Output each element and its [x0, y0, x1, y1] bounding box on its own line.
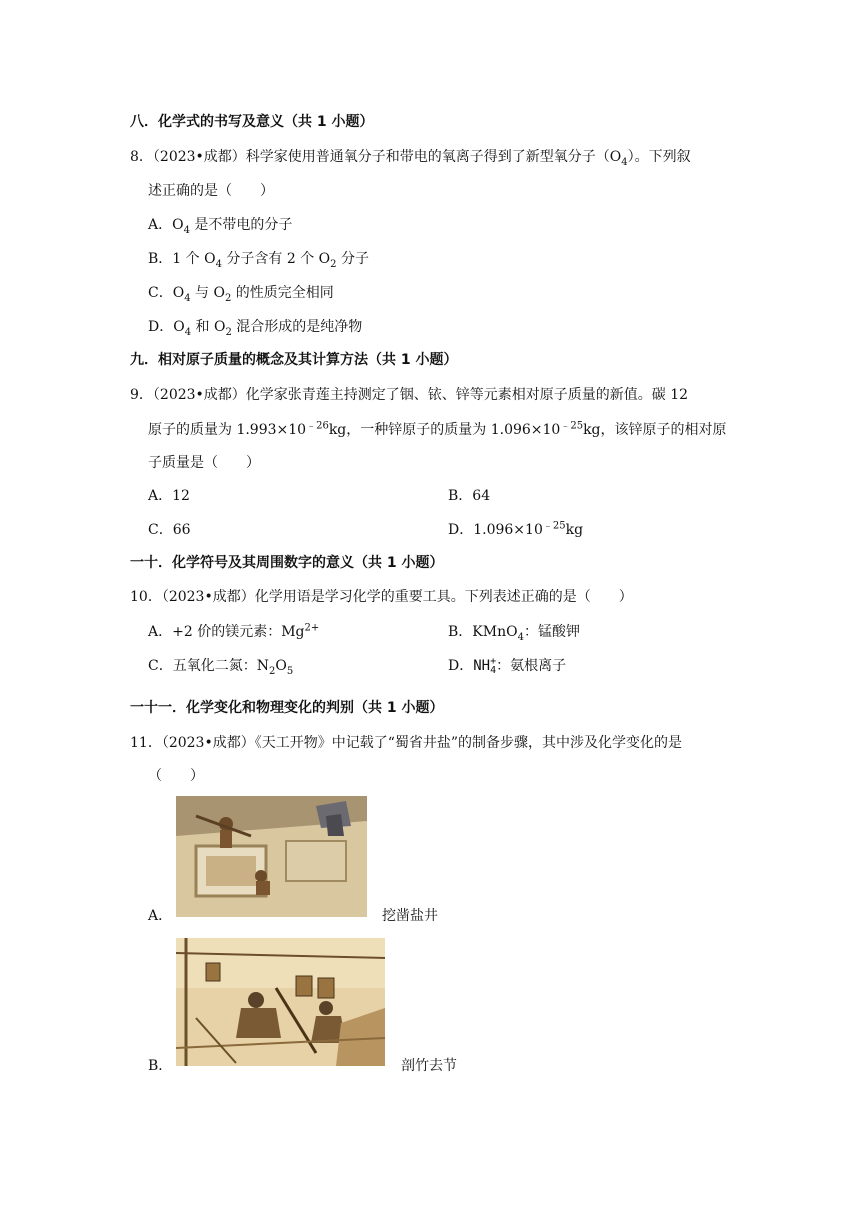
ammonium-formula: NH + 4: [473, 656, 497, 676]
q9-option-c[interactable]: C．66: [148, 522, 191, 538]
section-heading-10: 一十．化学符号及其周围数字的意义（共 1 小题）: [130, 555, 444, 571]
q8-option-a[interactable]: A．$O_4$ 是不带电的分子: [148, 217, 293, 236]
bamboo-splitting-image[interactable]: [176, 938, 385, 1066]
q8-option-c[interactable]: C．$O_4$ 与 $O_2$ 的性质完全相同: [148, 285, 334, 304]
q8-option-d[interactable]: D．$O_4$ 和 $O_2$ 混合形成的是纯净物: [148, 319, 363, 338]
q10-option-c[interactable]: C．五氧化二氮：$N_2O_5$: [148, 658, 294, 677]
question-11-stem: 11．（2023•成都）《天工开物》中记载了“蜀省井盐”的制备步骤，其中涉及化学变化的是: [130, 735, 683, 751]
question-8-stem: 8．（2023•成都）科学家使用普通氧分子和带电的氧离子得到了新型氧分子$(O_4)$。下列叙: [130, 149, 691, 168]
q10-option-b[interactable]: B．KMnO$_4$：锰酸钾: [448, 624, 580, 643]
q9-option-b[interactable]: B．64: [448, 488, 491, 504]
section-heading-8: 八．化学式的书写及意义（共 1 小题）: [130, 114, 374, 130]
q10-option-a[interactable]: A．+2 价的镁元素：$Mg^{2+}$: [148, 622, 320, 640]
q11-option-a-label[interactable]: A．: [148, 908, 173, 924]
section-heading-11: 一十一．化学变化和物理变化的判别（共 1 小题）: [130, 700, 444, 716]
q9-option-a[interactable]: A．12: [148, 488, 190, 504]
question-9-stem-cont: 原子的质量为 $1.993\times 10^{﹣26}kg$，一种锌原子的质量为 $1.096\times 10^{﹣25}kg$，该锌原子的相对原: [148, 420, 727, 438]
q10-option-d[interactable]: D．NH + 4 ：氨根离子: [448, 656, 567, 676]
section-heading-9: 九．相对原子质量的概念及其计算方法（共 1 小题）: [130, 352, 458, 368]
question-9-stem-end: 子质量是（ ）: [148, 455, 260, 471]
q9-option-d[interactable]: D．$1.096\times 10^{﹣25}kg$: [448, 520, 584, 538]
q11-option-b-caption: 剖竹去节: [401, 1058, 457, 1074]
question-9-stem: 9．（2023•成都）化学家张青莲主持测定了铟、铱、锌等元素相对原子质量的新值。碳 12: [130, 387, 689, 403]
q11-option-a-caption: 挖凿盐井: [382, 908, 438, 924]
question-11-stem-cont: （ ）: [148, 768, 204, 784]
question-8-stem-cont: 述正确的是（ ）: [148, 183, 274, 199]
q8-option-b[interactable]: B．1 个 $O_4$ 分子含有 2 个 $O_2$ 分子: [148, 251, 369, 270]
q11-option-b-label[interactable]: B．: [148, 1058, 173, 1074]
question-10-stem: 10．（2023•成都）化学用语是学习化学的重要工具。下列表述正确的是（ ）: [130, 589, 633, 605]
salt-well-digging-image[interactable]: [176, 796, 367, 917]
